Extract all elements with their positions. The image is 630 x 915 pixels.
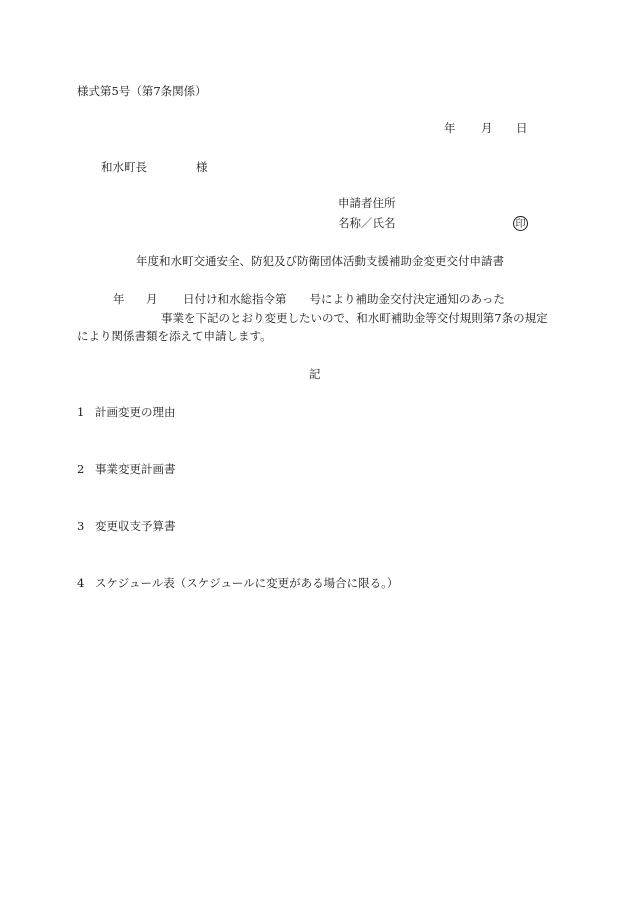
item-number: 1 [77, 405, 85, 419]
item-text: 事業変更計画書 [95, 462, 176, 476]
body-line-3: により関係書類を添えて申請します。 [77, 329, 272, 343]
item-number: 4 [77, 576, 85, 590]
item-text: 計画変更の理由 [95, 405, 176, 419]
document-title: 年度和水町交通安全、防犯及び防衛団体活動支援補助金変更交付申請書 [136, 254, 504, 268]
body-month: 月 [146, 292, 158, 306]
date-day-label: 日 [516, 121, 528, 135]
applicant-address-label: 申請者住所 [338, 196, 396, 210]
item-number: 3 [77, 519, 85, 533]
addressee-honorific: 様 [196, 160, 208, 174]
date-month-label: 月 [481, 121, 493, 135]
date-year-label: 年 [444, 121, 456, 135]
item-text: 変更収支予算書 [95, 519, 176, 533]
addressee-name: 和水町長 [101, 160, 147, 174]
applicant-name-label: 名称／氏名 [338, 216, 396, 230]
body-line-1: 日付け和水総指令第 号により補助金交付決定通知のあった [183, 292, 505, 306]
seal-mark: 印 [513, 216, 528, 231]
ki-heading: 記 [309, 367, 321, 381]
body-line-2: 事業を下記のとおり変更したいので、和水町補助金等交付規則第7条の規定 [161, 311, 548, 325]
body-year: 年 [113, 292, 125, 306]
item-number: 2 [77, 462, 85, 476]
item-text: スケジュール表（スケジュールに変更がある場合に限る。） [95, 576, 399, 590]
form-number: 様式第5号（第7条関係） [77, 84, 207, 98]
